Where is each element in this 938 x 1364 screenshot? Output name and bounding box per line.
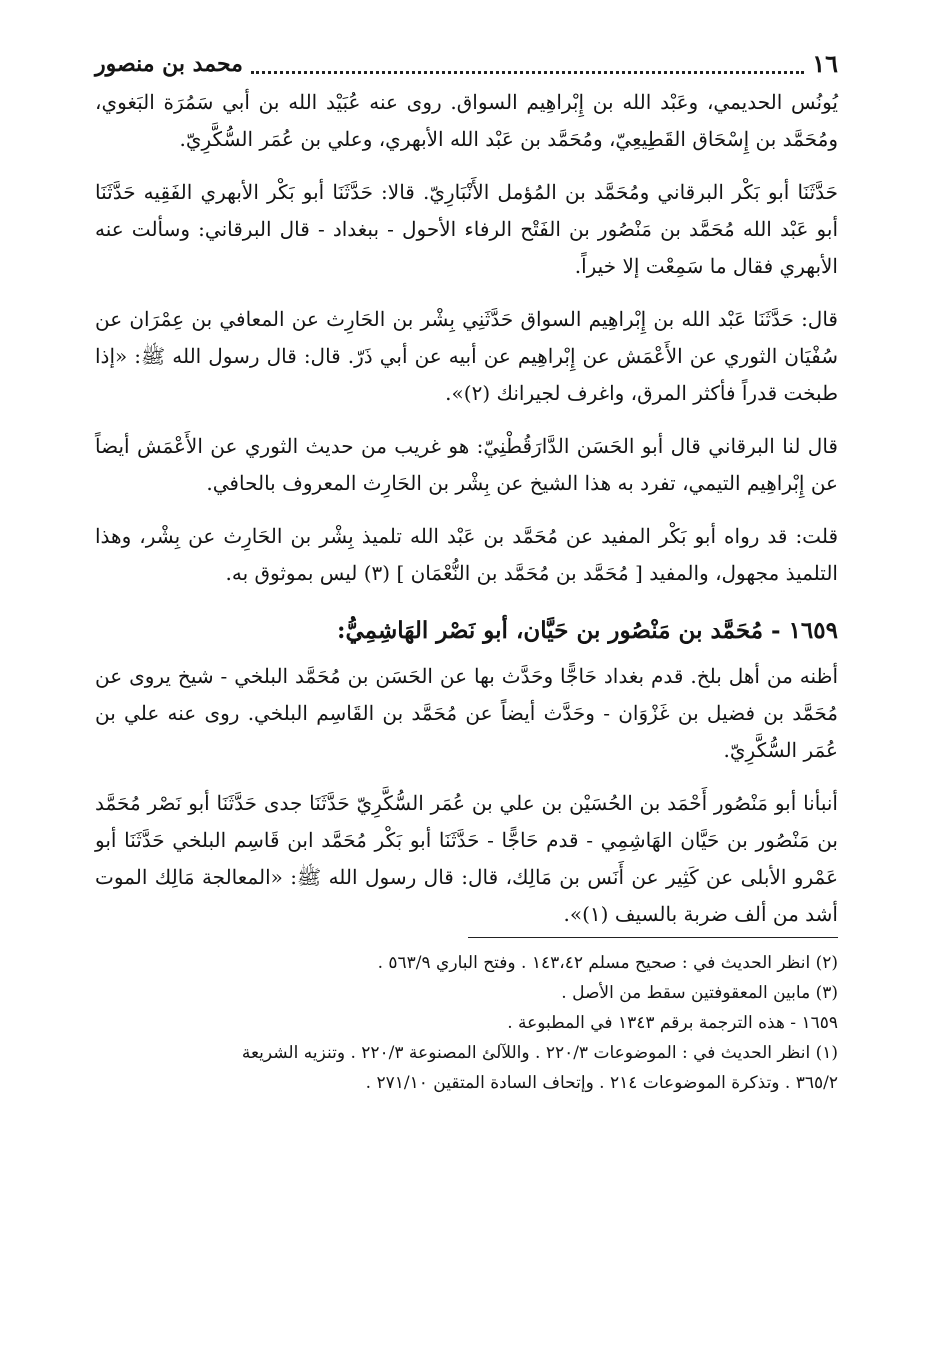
entry-paragraph: أنبأنا أبو مَنْصُور أَحْمَد بن الحُسَيْن بن علي بن عُمَر السُّكَّرِيّ حَدَّثَنَا جدى حَدَّثَنَا أبو نَصْر مُحَمَّد بن مَنْصُور بن حَيَّان الهَاشِمِي - قدم حَاجًّا - حَدَّثَنَا أبو بَكْر مُحَمَّد ابن قَاسِم البلخي حَدَّثَنَا أبو عَمْرو الأبلى عن كَثِير عن أَنَس بن مَالِك، قال: قال رسول الله ﷺ: «المعالجة مَالِك الموت أشد من ألف ضربة بالسيف (١)».	[95, 791, 838, 926]
paragraph: قال لنا البرقاني قال أبو الحَسَن الدَّارَقُطْنِيّ: هو غريب من حديث الثوري عن الأَعْمَش أيضاً عن إِبْراهِيم التيمي، تفرد به هذا الشيخ عن بِشْر بن الحَارِث المعروف بالحافي.	[95, 434, 838, 495]
running-title: محمد بن منصور	[95, 51, 243, 77]
paragraph: يُونُس الحديمي، وعَبْد الله بن إِبْراهِيم السواق. روى عنه عُبَيْد الله بن أبي سَمُرَة البَغوي، ومُحَمَّد بن إِسْحَاق القَطِيعِيّ، ومُحَمَّد بن عَبْد الله الأبهري، وعلي بن عُمَر السُّكَّرِيّ.	[95, 90, 838, 151]
page-number: ١٦	[812, 49, 838, 78]
footnote: ١٦٥٩ - هذه الترجمة برقم ١٣٤٣ في المطبوعة .	[507, 1013, 838, 1033]
footnote: (١) انظر الحديث في : الموضوعات ٢٢٠/٣ . واللآلئ المصنوعة ٢٢٠/٣ . وتنزيه الشريعة	[241, 1043, 838, 1063]
footnote: (٣) مابين المعقوفتين سقط من الأصل .	[561, 983, 838, 1003]
footnotes	[95, 948, 838, 1098]
footnote: ٣٦٥/٢ . وتذكرة الموضوعات ٢١٤ . وإتحاف السادة المتقين ٢٧١/١٠ .	[365, 1073, 838, 1093]
body-text	[95, 84, 838, 592]
paragraph: قلت: قد رواه أبو بَكْر المفيد عن مُحَمَّد بن عَبْد الله تلميذ بِشْر بن الحَارِث عن بِشْر، وهذا التلميذ مجهول، والمفيد [ مُحَمَّد بن مُحَمَّد بن النُّعْمَان ] (٣) ليس بموثوق به.	[95, 524, 838, 585]
paragraph: قال: حَدَّثَنَا عَبْد الله بن إِبْراهِيم السواق حَدَّثَنِي بِشْر بن الحَارِث عن المعافي بن عِمْرَان عن سُفْيَان الثوري عن الأَعْمَش عن إِبْراهِيم عن أبيه عن أبي ذَرّ. قال: قال رسول الله ﷺ: «إذا طبخت قدراً فأكثر المرق، واغرف لجيرانك (٢)».	[95, 307, 838, 405]
entry-paragraph: أظنه من أهل بلخ. قدم بغداد حَاجًّا وحَدَّث بها عن الحَسَن بن مُحَمَّد البلخي - شيخ يروى عن مُحَمَّد بن فضيل بن غَزْوَان - وحَدَّث أيضاً عن مُحَمَّد بن القَاسِم البلخي. روى عنه علي بن عُمَر السُّكَّرِيّ.	[95, 664, 838, 762]
header-dot-leader	[251, 59, 804, 74]
footnote: (٢) انظر الحديث في : صحيح مسلم ١٤٣،٤٢ . وفتح الباري ٥٦٣/٩ .	[377, 953, 838, 973]
page-header	[95, 40, 838, 84]
footnote-separator	[468, 937, 838, 938]
entry-body	[95, 658, 838, 933]
paragraph: حَدَّثَنَا أبو بَكْر البرقاني ومُحَمَّد بن المُؤمل الأَنْبَارِيّ. قالا: حَدَّثَنَا أبو بَكْر الأبهري الفَقِيه حَدَّثَنَا أبو عَبْد الله مُحَمَّد بن مَنْصُور بن الفَتْح الرفاء الأحول - ببغداد - قال البرقاني: وسألت عنه الأبهري فقال ما سَمِعْت إلا خيراً.	[95, 180, 838, 278]
entry-title: ١٦٥٩ - مُحَمَّد بن مَنْصُور بن حَيَّان، أبو نَصْر الهَاشِمِيُّ:	[336, 617, 838, 644]
